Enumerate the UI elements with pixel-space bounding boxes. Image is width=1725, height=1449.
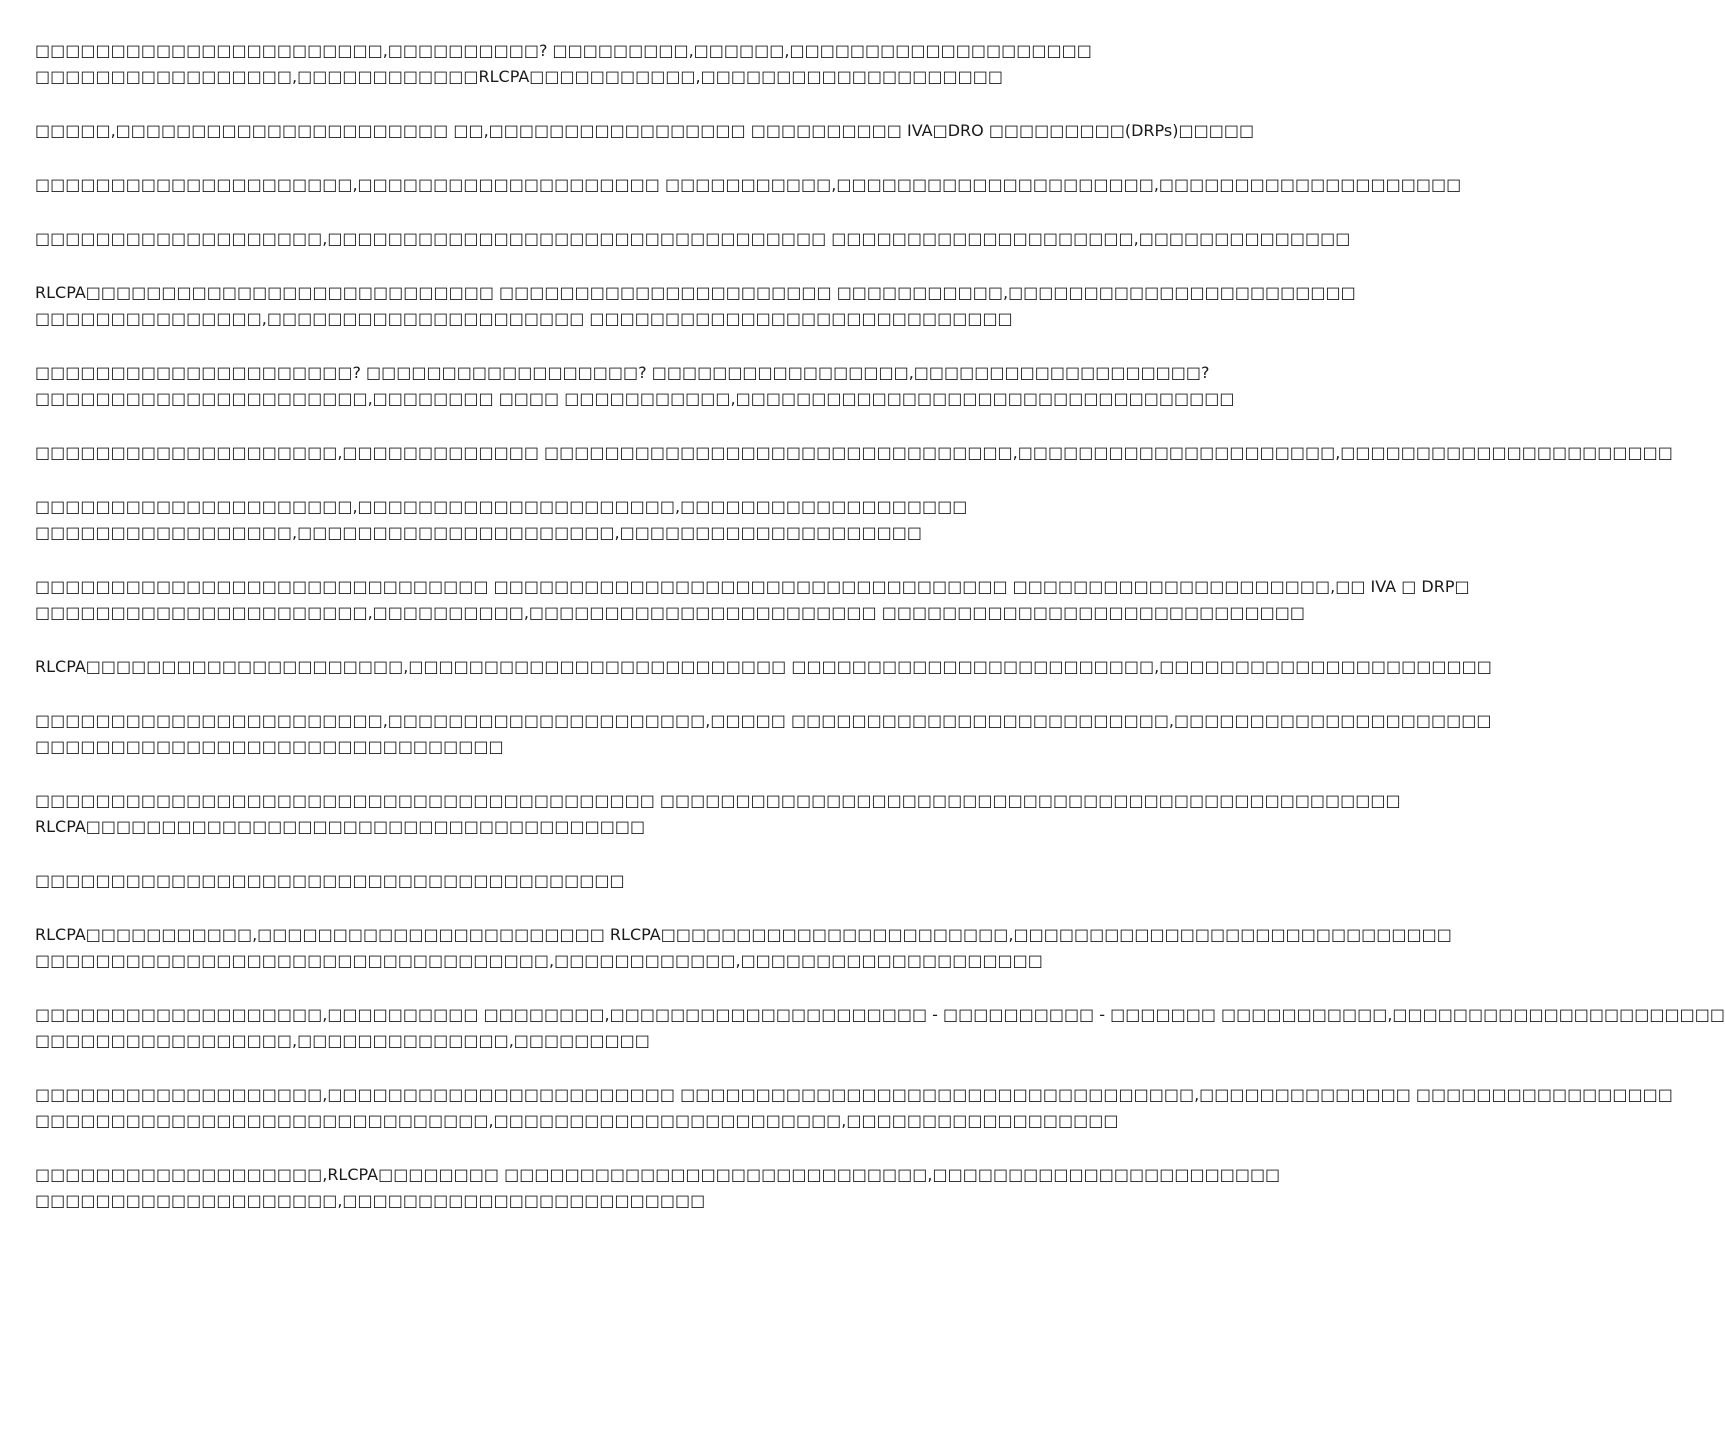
text-line: □□□□□□□□□□□□□□□□□□□,RLCPA□□□□□□□□ □□□□□□□□□□□□□□□□□□□□□□□□□□□□,□□□□□□□□□□□□□□□□□□□□□□□ [35, 1165, 1281, 1184]
paragraph-6 [35, 360, 1235, 412]
text-line: □□□□□□□□□□□□□□□□□□□□□□□,□□□□□□□□□□□□□□□□□□□□□,□□□□□ □□□□□□□□□□□□□□□□□□□□□□□□□,□□□□□□□□□□□□□□□□□□□□□ [35, 711, 1492, 730]
text-line: □□□□□□□□□□□□□□□□□□□□□□□□□□□□□□□□□□,□□□□□□□□□□□□,□□□□□□□□□□□□□□□□□□□□ [35, 951, 1043, 970]
text-line: □□□□□□□□□□□□□□□□□□□,□□□□□□□□□□□□□□□□□□□□□□□□□□□□□□□□□ □□□□□□□□□□□□□□□□□□□□,□□□□□□□□□□□□□□ [35, 229, 1351, 248]
text-line: □□□□□□□□□□□□□□□□□□□□□□□□□□□□□□,□□□□□□□□□□□□□□□□□□□□□□□,□□□□□□□□□□□□□□□□□□ [35, 1111, 1119, 1130]
text-line: RLCPA□□□□□□□□□□□□□□□□□□□□□□□□□□□ □□□□□□□□□□□□□□□□□□□□□□ □□□□□□□□□□□,□□□□□□□□□□□□□□□□□□□□□□□ [35, 283, 1356, 302]
text-line: □□□□□□□□□□□□□□□□□□□,□□□□□□□□□□ □□□□□□□□,□□□□□□□□□□□□□□□□□□□□□ - □□□□□□□□□□ - □□□□□□□ □□□□□□□□□□□,□□□□□□□□□□□□□□□□□□□□□□ [35, 1005, 1725, 1024]
text-line: □□□□□□□□□□□□□□□□□□□□□,□□□□□□□□□□□□□□□□□□□□□,□□□□□□□□□□□□□□□□□□□ [35, 497, 968, 516]
text-line: □□□□□□□□□□□□□□□□□□□□□□□□□□□□□□□□□□□□□□□□□ □□□□□□□□□□□□□□□□□□□□□□□□□□□□□□□□□□□□□□□□□□□□□□□□□ [35, 791, 1401, 810]
paragraph-11 [35, 708, 1492, 760]
paragraph-7 [35, 440, 1673, 466]
paragraph-5 [35, 280, 1356, 332]
paragraph-1 [35, 38, 1092, 90]
paragraph-17 [35, 1162, 1281, 1214]
text-line: □□□□□□□□□□□□□□□□□□□□,□□□□□□□□□□□□□□□□□□□□□□□□ [35, 1191, 706, 1210]
text-line: □□□□□□□□□□□□□□□□□□□□□□□,□□□□□□□□□□? □□□□□□□□□,□□□□□□,□□□□□□□□□□□□□□□□□□□□ [35, 41, 1092, 60]
text-line: RLCPA□□□□□□□□□□□□□□□□□□□□□,□□□□□□□□□□□□□□□□□□□□□□□□□ □□□□□□□□□□□□□□□□□□□□□□□□,□□□□□□□□□□□□□□□□□□□□□□ [35, 657, 1492, 676]
text-line: □□□□□□□□□□□□□□□□□□□□□,□□□□□□□□□□□□□□□□□□□□ □□□□□□□□□□□,□□□□□□□□□□□□□□□□□□□□□,□□□□□□□□□□□□□□□□□□□□ [35, 175, 1462, 194]
paragraph-8 [35, 494, 995, 546]
text-line: □□□□□□□□□□□□□□□□□,□□□□□□□□□□□□□□□□□□□□□,□□□□□□□□□□□□□□□□□□□□ [35, 523, 922, 542]
text-line: □□□□□□□□□□□□□□□□□□□□□□□□□□□□□□□□□□□□□□□ [35, 871, 625, 890]
paragraph-9 [35, 574, 1470, 626]
paragraph-4 [35, 226, 1351, 252]
paragraph-15 [35, 1002, 1725, 1054]
text-line: □□□□□□□□□□□□□□□□□□□,□□□□□□□□□□□□□□□□□□□□□□□ □□□□□□□□□□□□□□□□□□□□□□□□□□□□□□□□□□,□□□□□□□□□□□□□□ □□□□□□□□□□□□□□□□□ [35, 1085, 1673, 1104]
paragraph-2 [35, 118, 1255, 144]
text-line: □□□□□□□□□□□□□□□□□□□□□□□□□□□□□□ □□□□□□□□□□□□□□□□□□□□□□□□□□□□□□□□□□ □□□□□□□□□□□□□□□□□□□□□,□□ IVA □ DRP□ [35, 577, 1470, 596]
text-line: □□□□□□□□□□□□□□□□□□□□□□,□□□□□□□□ □□□□ □□□□□□□□□□□,□□□□□□□□□□□□□□□□□□□□□□□□□□□□□□□□□ [35, 389, 1235, 408]
document-body [35, 38, 1725, 1242]
paragraph-16 [35, 1082, 1673, 1134]
text-line: □□□□□□□□□□□□□□□□□,□□□□□□□□□□□□□□,□□□□□□□□□ [35, 1031, 650, 1050]
paragraph-3 [35, 172, 1462, 198]
text-line: RLCPA□□□□□□□□□□□,□□□□□□□□□□□□□□□□□□□□□□□ RLCPA□□□□□□□□□□□□□□□□□□□□□□□,□□□□□□□□□□□□□□□□□□□□□□□□□□□□□ [35, 925, 1452, 944]
paragraph-14 [35, 922, 1452, 974]
text-line: □□□□□□□□□□□□□□□□□,□□□□□□□□□□□□RLCPA□□□□□□□□□□□,□□□□□□□□□□□□□□□□□□□□ [35, 67, 1003, 86]
text-line: □□□□□□□□□□□□□□□□□□□□□□,□□□□□□□□□□,□□□□□□□□□□□□□□□□□□□□□□□ □□□□□□□□□□□□□□□□□□□□□□□□□□□□ [35, 603, 1305, 622]
text-line: □□□□□,□□□□□□□□□□□□□□□□□□□□□□ □□,□□□□□□□□□□□□□□□□□ □□□□□□□□□□ IVA□DRO □□□□□□□□□(DRPs)□□□□□ [35, 121, 1255, 140]
text-line: □□□□□□□□□□□□□□□□□□□□□□□□□□□□□□□ [35, 737, 504, 756]
paragraph-10 [35, 654, 1492, 680]
paragraph-13 [35, 868, 995, 894]
paragraph-12 [35, 788, 1401, 840]
text-line: RLCPA□□□□□□□□□□□□□□□□□□□□□□□□□□□□□□□□□□□□□ [35, 817, 646, 836]
text-line: □□□□□□□□□□□□□□□,□□□□□□□□□□□□□□□□□□□□□ □□□□□□□□□□□□□□□□□□□□□□□□□□□□ [35, 309, 1013, 328]
text-line: □□□□□□□□□□□□□□□□□□□□□? □□□□□□□□□□□□□□□□□□? □□□□□□□□□□□□□□□□□,□□□□□□□□□□□□□□□□□□□? [35, 363, 1210, 382]
text-line: □□□□□□□□□□□□□□□□□□□□,□□□□□□□□□□□□□ □□□□□□□□□□□□□□□□□□□□□□□□□□□□□□□,□□□□□□□□□□□□□□□□□□□□□,□□□□□□□□□□□□□□□□□□□□□□ [35, 443, 1673, 462]
